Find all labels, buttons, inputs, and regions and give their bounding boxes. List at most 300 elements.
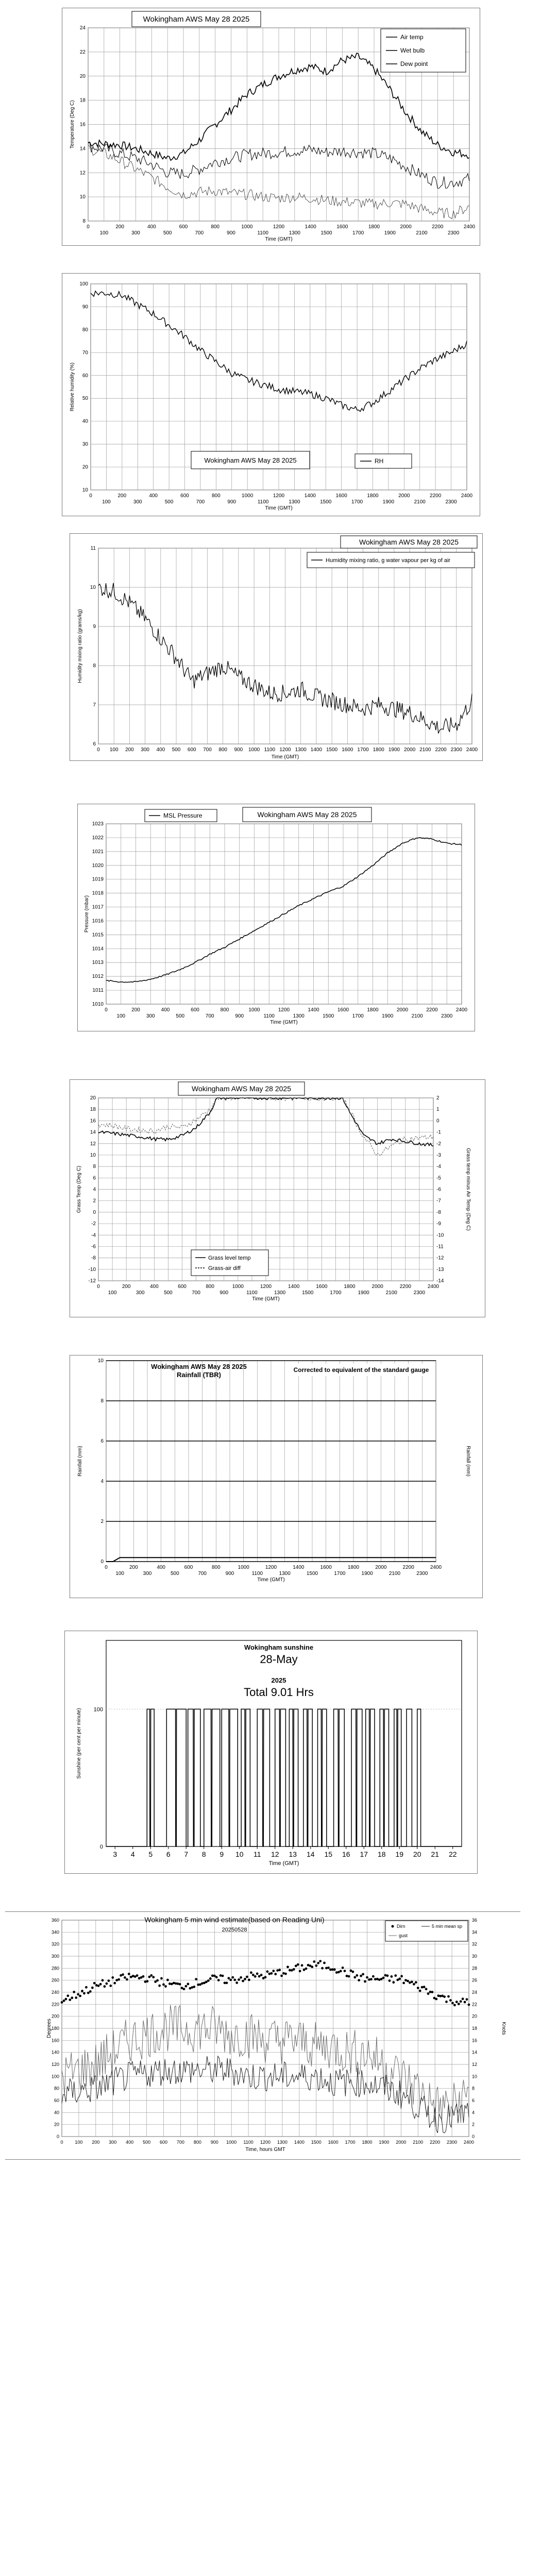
pressure-chart-panel [77,804,475,1031]
y-tick-label: -4 [91,1232,96,1239]
x-tick-label: 2000 [404,747,416,753]
direction-point [240,1976,242,1979]
x-tick-label: 1500 [306,1571,318,1577]
x-tick-label: 200 [129,1565,138,1570]
x-tick-label: 2100 [411,1013,423,1019]
direction-point [348,1975,350,1978]
x-axis-label: Time (GMT) [271,754,299,760]
direction-point [413,1983,415,1986]
y-tick-label: 1020 [92,862,104,869]
direction-point [423,1986,426,1988]
x-tick-label: 1800 [373,747,384,753]
x-tick-label: 1000 [226,2140,237,2145]
y2-tick-label: 0 [472,2134,475,2139]
x-tick-label: 1900 [358,1290,369,1296]
x-tick-label: 8 [201,1850,206,1858]
x-tick-label: 600 [180,493,189,499]
direction-point [417,1987,419,1989]
direction-point [268,1973,271,1975]
y-tick-label: 8 [82,218,86,224]
x-tick-label: 700 [176,2140,184,2145]
direction-point [219,1974,222,1977]
y2-tick-label: 28 [472,1965,478,1971]
direction-point [451,2002,454,2005]
direction-point [136,1974,139,1977]
x-tick-label: 15 [324,1850,333,1858]
direction-point [142,1975,145,1978]
x-tick-label: 2400 [430,1565,442,1570]
humidity-chart [62,274,480,516]
direction-point [333,1969,336,1971]
y2-tick-label: -7 [436,1198,441,1204]
y-axis-label: Humidity mixing ratio (grams/kg) [77,609,83,683]
x-tick-label: 19 [395,1850,404,1858]
x-tick-label: 200 [122,1284,131,1290]
chart-subtitle: Rainfall (TBR) [177,1371,221,1379]
x-tick-label: 400 [161,1007,170,1013]
x-tick-label: 1800 [362,2140,373,2145]
direction-point [152,1976,155,1978]
chart-title: Wokingham 5 min wind estimate(based on Reading Uni) [144,1916,325,1924]
y-tick-label: 300 [51,1954,59,1959]
direction-point [122,1973,124,1976]
y-tick-label: 1010 [92,1002,104,1007]
direction-point [233,1979,236,1981]
y2-tick-label: 14 [472,2049,478,2055]
direction-point [108,1979,110,1982]
direction-point [235,1981,238,1984]
x-tick-label: 500 [164,499,174,505]
x-tick-label: 800 [206,1284,215,1290]
x-tick-label: 2100 [413,2140,424,2145]
direction-point [242,1980,244,1982]
y-tick-label: 1016 [92,918,104,924]
x-tick-label: 2300 [445,499,457,505]
direction-point [205,1981,208,1984]
x-tick-label: 1500 [320,230,332,236]
x-tick-label: 300 [136,1290,145,1296]
x-tick-label: 2300 [441,1013,453,1019]
legend-swatch [392,1925,394,1928]
direction-point [303,1969,306,1971]
x-tick-label: 1600 [337,1007,349,1013]
x-tick-label: 1500 [320,499,332,505]
direction-point [183,1988,185,1990]
x-tick-label: 1100 [246,1290,258,1296]
y2-axis-label: Knots [501,2022,506,2035]
x-tick-label: 1300 [295,747,307,753]
x-tick-label: 500 [170,1571,179,1577]
x-tick-label: 600 [187,747,196,753]
y-tick-label: 1012 [92,974,104,980]
y-tick-label: 20 [90,1095,96,1101]
x-tick-label: 1400 [310,747,323,753]
direction-point [415,1981,417,1984]
direction-point [69,1998,71,2001]
y-tick-label: 22 [79,49,86,55]
x-tick-label: 900 [234,747,243,753]
direction-point [162,1984,165,1986]
direction-point [254,1975,257,1978]
humidity-chart-panel [62,273,480,516]
y-tick-label: 180 [51,2026,59,2031]
direction-point [117,1978,120,1981]
x-tick-label: 21 [431,1850,439,1858]
x-tick-label: 2200 [432,224,444,230]
y2-tick-label: 4 [472,2110,475,2115]
x-tick-label: 100 [102,499,111,505]
direction-point [443,1995,446,1998]
direction-point [305,1968,308,1970]
x-tick-label: 100 [99,230,109,236]
y-tick-label: 14 [90,1129,96,1136]
direction-point [382,1977,385,1979]
x-tick-label: 1900 [382,1013,394,1019]
direction-point [156,1979,159,1982]
x-tick-label: 700 [205,1013,214,1019]
direction-point [458,2003,460,2005]
y-tick-label: 9 [93,624,96,630]
direction-point [360,1975,362,1977]
y-tick-label: 10 [90,1152,96,1158]
x-tick-label: 1100 [264,747,276,753]
x-tick-label: 12 [270,1850,279,1858]
direction-point [321,1967,324,1970]
x-tick-label: 2000 [400,224,412,230]
y2-tick-label: 34 [472,1929,478,1935]
y-tick-label: 18 [79,97,86,104]
x-tick-label: 900 [227,230,235,236]
x-tick-label: 10 [235,1850,244,1858]
x-tick-label: 500 [164,1290,173,1296]
direction-point [356,1974,358,1977]
y2-tick-label: -8 [436,1209,441,1215]
x-tick-label: 1300 [289,230,300,236]
x-tick-label: 1000 [248,747,260,753]
x-tick-label: 100 [109,747,119,753]
direction-point [177,1982,179,1985]
y2-tick-label: -5 [436,1175,441,1181]
direction-point [229,1979,232,1981]
y-tick-label: 10 [90,585,96,590]
x-tick-label: 1500 [323,1013,334,1019]
x-tick-label: 1300 [274,1290,286,1296]
x-tick-label: 0 [87,224,90,230]
direction-point [207,1979,210,1982]
x-tick-label: 1700 [352,1013,364,1019]
direction-point [99,1983,102,1986]
legend-label: Dew point [400,60,428,67]
x-tick-label: 1600 [336,224,348,230]
y2-tick-label: 36 [472,1918,478,1923]
direction-point [148,1976,151,1978]
y2-tick-label: 0 [436,1118,439,1124]
y-tick-label: 220 [51,2002,59,2007]
wind-chart [5,1912,520,2159]
y-tick-label: 0 [56,2134,59,2139]
x-tick-label: 800 [211,493,221,499]
direction-point [425,1988,428,1990]
x-tick-label: 1000 [241,224,253,230]
direction-point [260,1974,263,1976]
x-tick-label: 1500 [311,2140,322,2145]
x-tick-label: 1500 [302,1290,314,1296]
x-tick-label: 13 [289,1850,297,1858]
x-tick-label: 2300 [450,747,462,753]
grass-temp-chart-panel [70,1079,485,1317]
x-tick-label: 1700 [330,1290,342,1296]
direction-point [276,1969,279,1972]
y-tick-label: 1015 [92,932,104,938]
direction-point [201,1982,204,1985]
direction-point [195,1978,197,1980]
x-tick-label: 1400 [293,1565,305,1570]
x-tick-label: 300 [131,230,140,236]
direction-point [366,1976,368,1979]
x-tick-label: 11 [253,1850,261,1858]
y-tick-label: 1019 [92,876,104,883]
x-tick-label: 2400 [463,2140,475,2145]
direction-point [278,1969,281,1971]
x-tick-label: 1400 [288,1284,300,1290]
y-axis-label: Degrees [46,2019,52,2038]
sunshine-chart-panel [64,1631,478,1874]
direction-point [87,1992,90,1994]
direction-point [284,1973,287,1975]
x-tick-label: 3 [113,1850,117,1858]
direction-point [274,1973,277,1975]
y2-axis-label: Grass temp minus Air Temp (Deg C) [465,1148,471,1231]
x-tick-label: 6 [166,1850,171,1858]
direction-point [226,1981,228,1984]
y2-tick-label: -11 [436,1244,444,1250]
direction-point [286,1965,289,1968]
x-tick-label: 16 [342,1850,350,1858]
x-tick-label: 22 [448,1850,457,1858]
x-tick-label: 100 [108,1290,117,1296]
direction-point [466,1998,468,2001]
temperature-chart [62,8,480,245]
x-tick-label: 400 [149,493,158,499]
y2-tick-label: -2 [436,1141,441,1147]
x-tick-label: 1900 [384,230,396,236]
y-tick-label: 8 [93,663,96,669]
direction-point [65,1998,67,2001]
y-tick-label: 2 [100,1519,104,1524]
y-tick-label: 16 [90,1118,96,1124]
pressure-chart [78,804,475,1031]
x-tick-label: 0 [105,1565,108,1570]
direction-point [297,1963,299,1966]
direction-point [445,2001,448,2003]
y-tick-label: 60 [82,372,88,379]
chart-title: Wokingham AWS May 28 2025 [204,456,297,464]
direction-point [313,1960,315,1963]
x-tick-label: 1200 [273,493,285,499]
y-tick-label: 260 [51,1977,59,1983]
x-tick-label: 2000 [396,2140,407,2145]
y-tick-label: 240 [51,1990,59,1995]
y2-tick-label: 2 [472,2122,475,2127]
x-tick-label: 1000 [248,1007,260,1013]
x-tick-label: 1800 [344,1284,356,1290]
x-tick-label: 200 [117,493,127,499]
x-tick-label: 700 [192,1290,200,1296]
chart-title: Wokingham sunshine [244,1643,314,1651]
x-tick-label: 1600 [320,1565,332,1570]
direction-point [75,1996,77,1999]
x-tick-label: 2300 [447,2140,458,2145]
x-tick-label: 200 [92,2140,100,2145]
y-tick-label: 200 [51,2013,59,2019]
y-tick-label: 1014 [92,946,104,952]
x-tick-label: 1100 [251,1571,263,1577]
x-tick-label: 1800 [347,1565,360,1570]
legend-label: 5 min mean sp [432,1924,463,1929]
direction-point [97,1985,100,1987]
x-tick-label: 900 [225,1571,234,1577]
legend-label: RH [375,457,384,465]
direction-point [185,1985,188,1988]
direction-point [299,1970,301,1973]
direction-point [146,1980,149,1982]
direction-point [464,2001,466,2004]
direction-point [453,2004,456,2007]
direction-point [79,1995,81,1997]
x-tick-label: 14 [306,1850,315,1858]
x-tick-label: 2400 [455,1007,468,1013]
x-tick-label: 400 [156,747,165,753]
y-tick-label: 0 [93,1209,96,1215]
direction-point [358,1979,360,1981]
legend-label: gust [399,1933,408,1938]
y-tick-label: 1021 [92,849,104,855]
y-tick-label: 80 [54,2086,59,2091]
x-tick-label: 0 [89,493,92,499]
x-tick-label: 1200 [265,1565,277,1570]
legend-label: Wet bulb [400,47,425,54]
x-tick-label: 1700 [352,230,364,236]
direction-point [272,1970,275,1972]
x-tick-label: 2100 [385,1290,397,1296]
direction-point [93,1982,96,1985]
y-tick-label: 100 [51,2074,59,2079]
y-tick-label: 10 [79,194,86,200]
direction-point [264,1976,267,1978]
direction-point [128,1973,130,1975]
direction-point [301,1964,303,1967]
direction-point [386,1974,389,1977]
x-axis-label: Time (GMT) [265,505,293,511]
y-tick-label: 360 [51,1918,59,1923]
direction-point [391,1975,393,1978]
direction-point [81,1990,83,1992]
y2-tick-label: -10 [436,1232,444,1239]
sunshine-chart [65,1631,477,1873]
direction-point [209,1977,212,1980]
y-tick-label: 90 [82,304,88,310]
chart-subtitle: 20250528 [222,1927,247,1933]
direction-point [85,1986,88,1989]
direction-point [109,1985,112,1987]
direction-point [311,1965,313,1968]
direction-point [342,1967,344,1969]
x-tick-label: 2200 [435,747,447,753]
x-tick-label: 1200 [260,1284,272,1290]
y-tick-label: 16 [79,122,86,128]
chart-year: 2025 [271,1676,286,1684]
y-tick-label: 30 [82,442,88,448]
rainfall-chart-panel [70,1355,483,1598]
y-tick-label: 12 [90,1141,96,1147]
direction-point [150,1974,153,1977]
x-tick-label: 2000 [371,1284,383,1290]
y-tick-label: 24 [79,25,86,31]
x-tick-label: 2100 [416,230,428,236]
x-tick-label: 1900 [388,747,400,753]
x-tick-label: 1800 [368,224,380,230]
y-tick-label: -12 [88,1278,96,1284]
direction-point [460,2000,462,2003]
x-tick-label: 2300 [413,1290,426,1296]
x-axis-label: Time (GMT) [257,1577,285,1583]
x-tick-label: 500 [172,747,181,753]
direction-point [102,1979,104,1981]
x-tick-label: 600 [191,1007,199,1013]
x-tick-label: 2400 [461,493,473,499]
x-tick-label: 1000 [238,1565,249,1570]
x-tick-label: 1400 [308,1007,319,1013]
x-tick-label: 1700 [334,1571,346,1577]
chart-total: Total 9.01 Hrs [244,1686,314,1699]
legend-label: Grass level temp [208,1255,251,1261]
x-tick-label: 700 [195,230,204,236]
y-tick-label: 320 [51,1941,59,1947]
y-axis-label: Temperature (Deg C) [70,100,75,149]
x-tick-label: 2200 [430,493,442,499]
y-tick-label: 10 [97,1358,104,1364]
y-tick-label: 340 [51,1929,59,1935]
y2-tick-label: 30 [472,1954,478,1959]
y-tick-label: 40 [54,2110,59,2115]
direction-point [411,1980,413,1983]
y-tick-label: 100 [79,281,88,287]
y2-tick-label: -9 [436,1221,441,1227]
x-tick-label: 1800 [367,1007,379,1013]
x-tick-label: 2100 [419,747,431,753]
y2-tick-label: 20 [472,2013,478,2019]
y-axis-label: Relative humidity (%) [70,362,75,412]
x-tick-label: 900 [235,1013,244,1019]
y2-tick-label: -14 [436,1278,444,1284]
direction-point [372,1975,375,1978]
y2-axis-label: Rainfall (mm) [465,1446,471,1477]
y2-tick-label: 1 [436,1107,439,1113]
x-tick-label: 1000 [232,1284,244,1290]
x-tick-label: 1000 [242,493,253,499]
y-tick-label: 10 [82,487,88,493]
y-tick-label: 60 [54,2098,59,2103]
x-tick-label: 2100 [414,499,426,505]
direction-point [455,2001,458,2003]
y-tick-label: -2 [91,1221,96,1227]
x-tick-label: 2200 [399,1284,411,1290]
direction-point [340,1970,342,1973]
direction-point [468,2004,470,2006]
direction-point [111,1976,114,1979]
direction-point [362,1973,364,1976]
direction-point [352,1971,354,1973]
